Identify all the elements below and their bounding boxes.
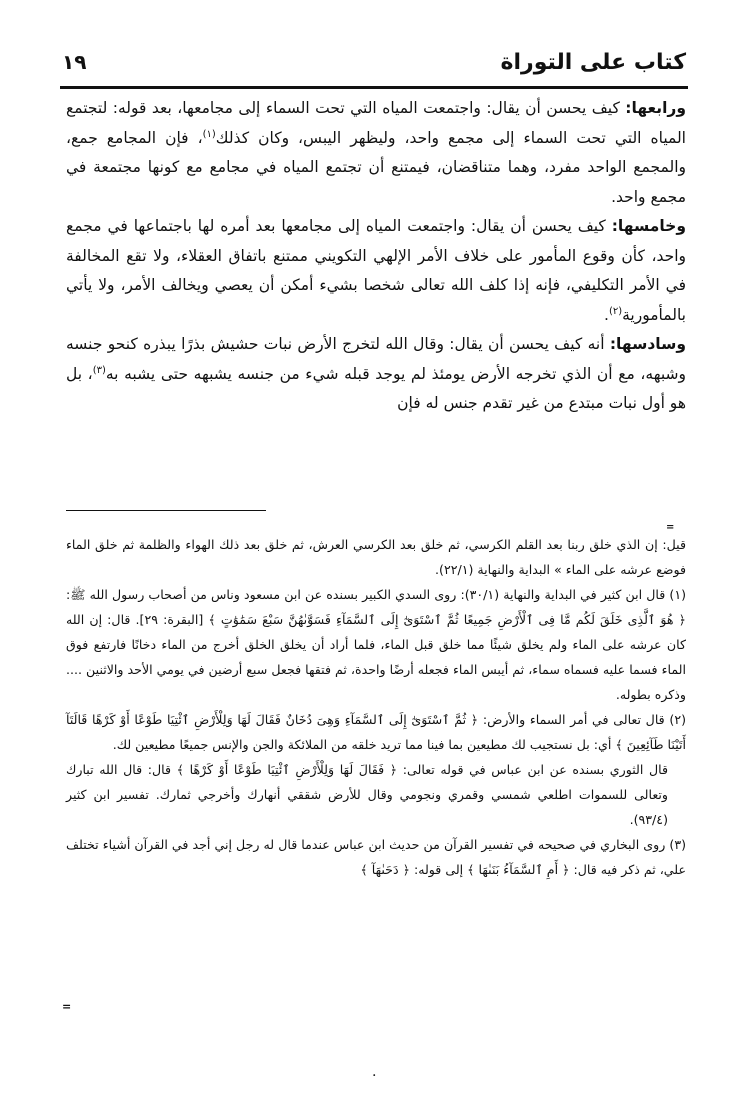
footnote bbox=[66, 707, 686, 757]
bottom-mark: . bbox=[372, 1064, 377, 1080]
footnote-number: (٢) bbox=[669, 712, 686, 727]
footnote-text: قال ابن كثير في البداية والنهاية (٣٠/١): روى السدي الكبير بسنده عن ابن مسعود وناس من أصحاب رسول الله ﷺ: ﴿ هُوَ ٱلَّذِى خَلَقَ لَكُم مَّا فِى ٱلْأَرْضِ جَمِيعًا ثُمَّ ٱسْتَوَىٰٓ إِلَى ٱلسَّمَآءِ فَسَوَّىٰهُنَّ سَبْعَ سَمَٰوَٰتٍ ﴾ [البقرة: ٢٩]. قال: إن الله كان عرشه على الماء ولم يخلق شيئًا مما خلق قبل الماء، فلما أراد أن يخلق الخلق أخرج من الماء دخانًا فارتفع فوق الماء فسما عليه فسماه سماء، ثم أيبس الماء فجعله أرضًا واحدة، ثم فتقها فجعل سبع أرضين في يومي الأحد والاثنين .... وذكره بطوله. bbox=[66, 587, 686, 702]
footnote-number: (١) bbox=[669, 587, 687, 602]
main-text bbox=[66, 94, 686, 419]
footnote-text: قال الثوري بسنده عن ابن عباس في قوله تعالى: ﴿ فَقَالَ لَهَا وَلِلْأَرْضِ ٱئْتِيَا طَوْعًا أَوْ كَرْهًا ﴾ قال: قال الله تبارك وتعالى للسموات اطلعي شمسي وقمري ونجومي وقال للأرض شققي أنهارك وأخرجي ثمارك. تفسير ابن كثير (٩٣/٤). bbox=[66, 762, 668, 827]
paragraph bbox=[66, 212, 686, 330]
footnote-number: (٣) bbox=[669, 837, 686, 852]
page-number: ١٩ bbox=[62, 50, 87, 74]
footnote-text: روى البخاري في صحيحه في تفسير القرآن من حديث ابن عباس عندما قال له رجل إني أجد في القرآن أشياء تختلف علي، ثم ذكر فيه قال: ﴿ أَمِ ٱلسَّمَآءُ بَنَىٰهَا ﴾ إلى قوله: ﴿ دَحَىٰهَآ ﴾ bbox=[66, 837, 686, 877]
paragraph-text: كيف يحسن أن يقال: واجتمعت المياه التي تحت السماء إلى مجامعها، بعد قوله: لتجتمع المياه التي تحت السماء إلى مجمع واحد، وليظهر اليبس، وكان كذلك bbox=[66, 99, 686, 147]
footnote-text: قال تعالى في أمر السماء والأرض: ﴿ ثُمَّ ٱسْتَوَىٰٓ إِلَى ٱلسَّمَآءِ وَهِىَ دُخَانٌ فَقَالَ لَهَا وَلِلْأَرْضِ ٱئْتِيَا طَوْعًا أَوْ كَرْهًا قَالَتَآ أَتَيْنَا طَآئِعِينَ ﴾ أي: بل نستجيب لك مطيعين بما فينا مما تريد خلقه من الملائكة والجن والإنس جميعًا مطيعين لك. bbox=[66, 712, 686, 752]
paragraph bbox=[66, 330, 686, 419]
header-rule bbox=[60, 86, 688, 89]
footnote bbox=[66, 532, 686, 582]
footnote-ref: (٣) bbox=[92, 364, 106, 376]
paragraph bbox=[66, 94, 686, 212]
footnote-ref: (٢) bbox=[608, 305, 623, 317]
footnote-text: قيل: إن الذي خلق ربنا بعد القلم الكرسي، ثم خلق بعد الكرسي العرش، ثم خلق بعد ذلك الهواء والظلمة ثم خلق الماء فوضع عرشه على الماء » البداية والنهاية (٢٢/١). bbox=[66, 537, 686, 577]
footnotes bbox=[66, 532, 686, 882]
paragraph-lead: ورابعها: bbox=[625, 99, 686, 117]
footnote-continuation-mark: = bbox=[666, 522, 675, 533]
running-title: كتاب على التوراة bbox=[500, 50, 686, 75]
paragraph-text-cont: ، بل هو أول نبات مبتدع من غير تقدم جنس له فإن bbox=[66, 364, 686, 412]
footnote-rule bbox=[66, 510, 266, 511]
footnote bbox=[66, 832, 686, 882]
paragraph-lead: وسادسها: bbox=[609, 335, 686, 353]
continuation-mark: = bbox=[62, 1000, 72, 1013]
paragraph-lead: وخامسها: bbox=[611, 217, 686, 235]
paragraph-text: كيف يحسن أن يقال: واجتمعت المياه إلى مجامعها بعد أمره لها باجتماعها في مجمع واحد، كأن وقوع المأمور على خلاف الأمر الإلهي التكويني ممتنع باتفاق العقلاء، ولا تقع المخالفة في الأمر التكليفي، فإنه إذا كلف الله تعالى شخصا بشيء أمكن أن يعصي ويخالف الأمر، ولا يأتي بالمأمورية bbox=[66, 217, 686, 324]
paragraph-text-cont: . bbox=[604, 305, 609, 324]
footnote-ref: (١) bbox=[202, 128, 216, 140]
footnote bbox=[66, 582, 686, 707]
footnote bbox=[66, 757, 686, 832]
paragraph-text: أنه كيف يحسن أن يقال: وقال الله لتخرج الأرض نبات حشيش بذرًا يبذره كنحو جنسه وشبهه، مع أن الذي تخرجه الأرض يومئذ لم يوجد قبله شيء من جنسه يشبهه حتى يشبه به bbox=[66, 335, 686, 383]
paragraph-text-cont: ، فإن المجامع جمع، والمجمع الواحد مفرد، وهما متناقضان، فيمتنع أن تجتمع المياه في مجامع مع كونها مجتمعة في مجمع واحد. bbox=[66, 128, 686, 206]
